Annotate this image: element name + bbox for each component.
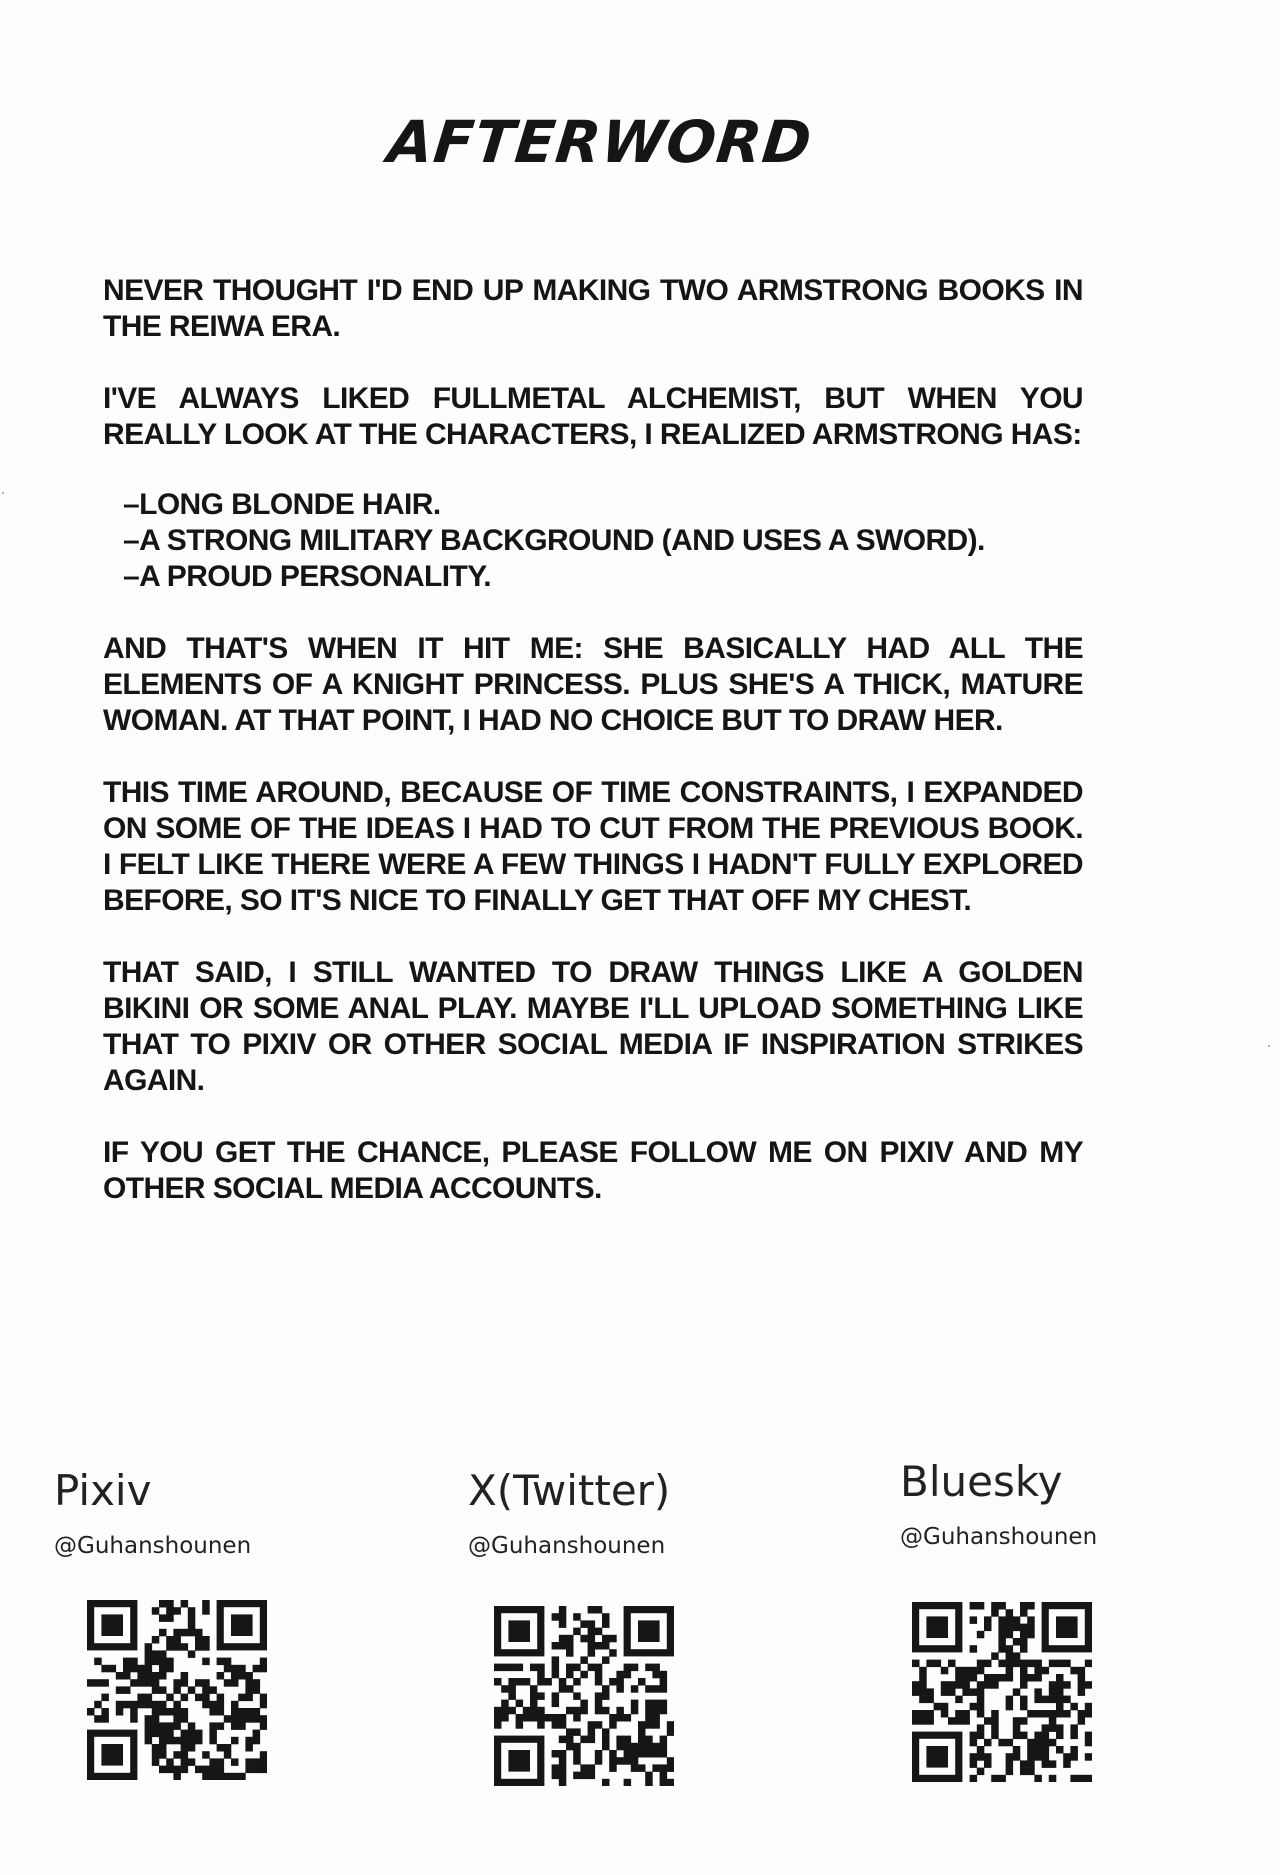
social-name: Bluesky bbox=[900, 1457, 1063, 1506]
paragraph: I'VE ALWAYS LIKED FULLMETAL ALCHEMIST, BUT WHEN YOU REALLY LOOK AT THE CHARACTERS, I REALIZED ARMSTRONG HAS: bbox=[103, 382, 1083, 451]
paragraph: THAT SAID, I STILL WANTED TO DRAW THINGS LIKE A GOLDEN BIKINI OR SOME ANAL PLAY. MAYBE I'LL UPLOAD SOMETHING LIKE THAT TO PIXIV OR OTHER SOCIAL MEDIA IF INSPIRATION STRIKES AGAIN. bbox=[103, 956, 1083, 1097]
social-handle: @Guhanshounen bbox=[468, 1533, 666, 1559]
list-item: – A PROUD PERSONALITY. bbox=[123, 559, 1083, 595]
list-item: – LONG BLONDE HAIR. bbox=[123, 487, 1083, 523]
paragraph: NEVER THOUGHT I'D END UP MAKING TWO ARMSTRONG BOOKS IN THE REIWA ERA. bbox=[103, 274, 1083, 343]
paragraph: THIS TIME AROUND, BECAUSE OF TIME CONSTRAINTS, I EXPANDED ON SOME OF THE IDEAS I HAD TO CUT FROM THE PREVIOUS BOOK. I FELT LIKE THERE WERE A FEW THINGS I HADN'T FULLY EXPLORED BEFORE, SO IT'S NICE TO FINALLY GET THAT OFF MY CHEST. bbox=[103, 776, 1083, 917]
paragraph: IF YOU GET THE CHANCE, PLEASE FOLLOW ME ON PIXIV AND MY OTHER SOCIAL MEDIA ACCOUNTS. bbox=[103, 1136, 1083, 1205]
trait-list bbox=[123, 487, 1083, 595]
bluesky-qr-code[interactable] bbox=[912, 1602, 1092, 1782]
qr-pattern bbox=[494, 1606, 674, 1786]
paper-speck bbox=[2, 492, 4, 494]
social-name: Pixiv bbox=[54, 1466, 152, 1515]
social-bluesky bbox=[900, 1456, 1097, 1552]
social-name: X(Twitter) bbox=[468, 1466, 671, 1515]
qr-pattern bbox=[87, 1600, 267, 1780]
social-handle: @Guhanshounen bbox=[900, 1524, 1098, 1550]
pixiv-qr-code[interactable] bbox=[87, 1600, 267, 1780]
paper-speck bbox=[1268, 1045, 1270, 1047]
afterword-body bbox=[103, 273, 1083, 1243]
list-item: – A STRONG MILITARY BACKGROUND (AND USES A SWORD). bbox=[123, 523, 1083, 559]
page-title: AFTERWORD bbox=[384, 108, 816, 176]
qr-pattern bbox=[912, 1602, 1092, 1782]
social-x-twitter bbox=[468, 1465, 670, 1561]
paragraph: AND THAT'S WHEN IT HIT ME: SHE BASICALLY HAD ALL THE ELEMENTS OF A KNIGHT PRINCESS. PLUS SHE'S A THICK, MATURE WOMAN. AT THAT POINT, I HAD NO CHOICE BUT TO DRAW HER. bbox=[103, 632, 1083, 737]
social-pixiv bbox=[54, 1465, 251, 1561]
x-twitter-qr-code[interactable] bbox=[494, 1606, 674, 1786]
social-handle: @Guhanshounen bbox=[54, 1533, 252, 1559]
